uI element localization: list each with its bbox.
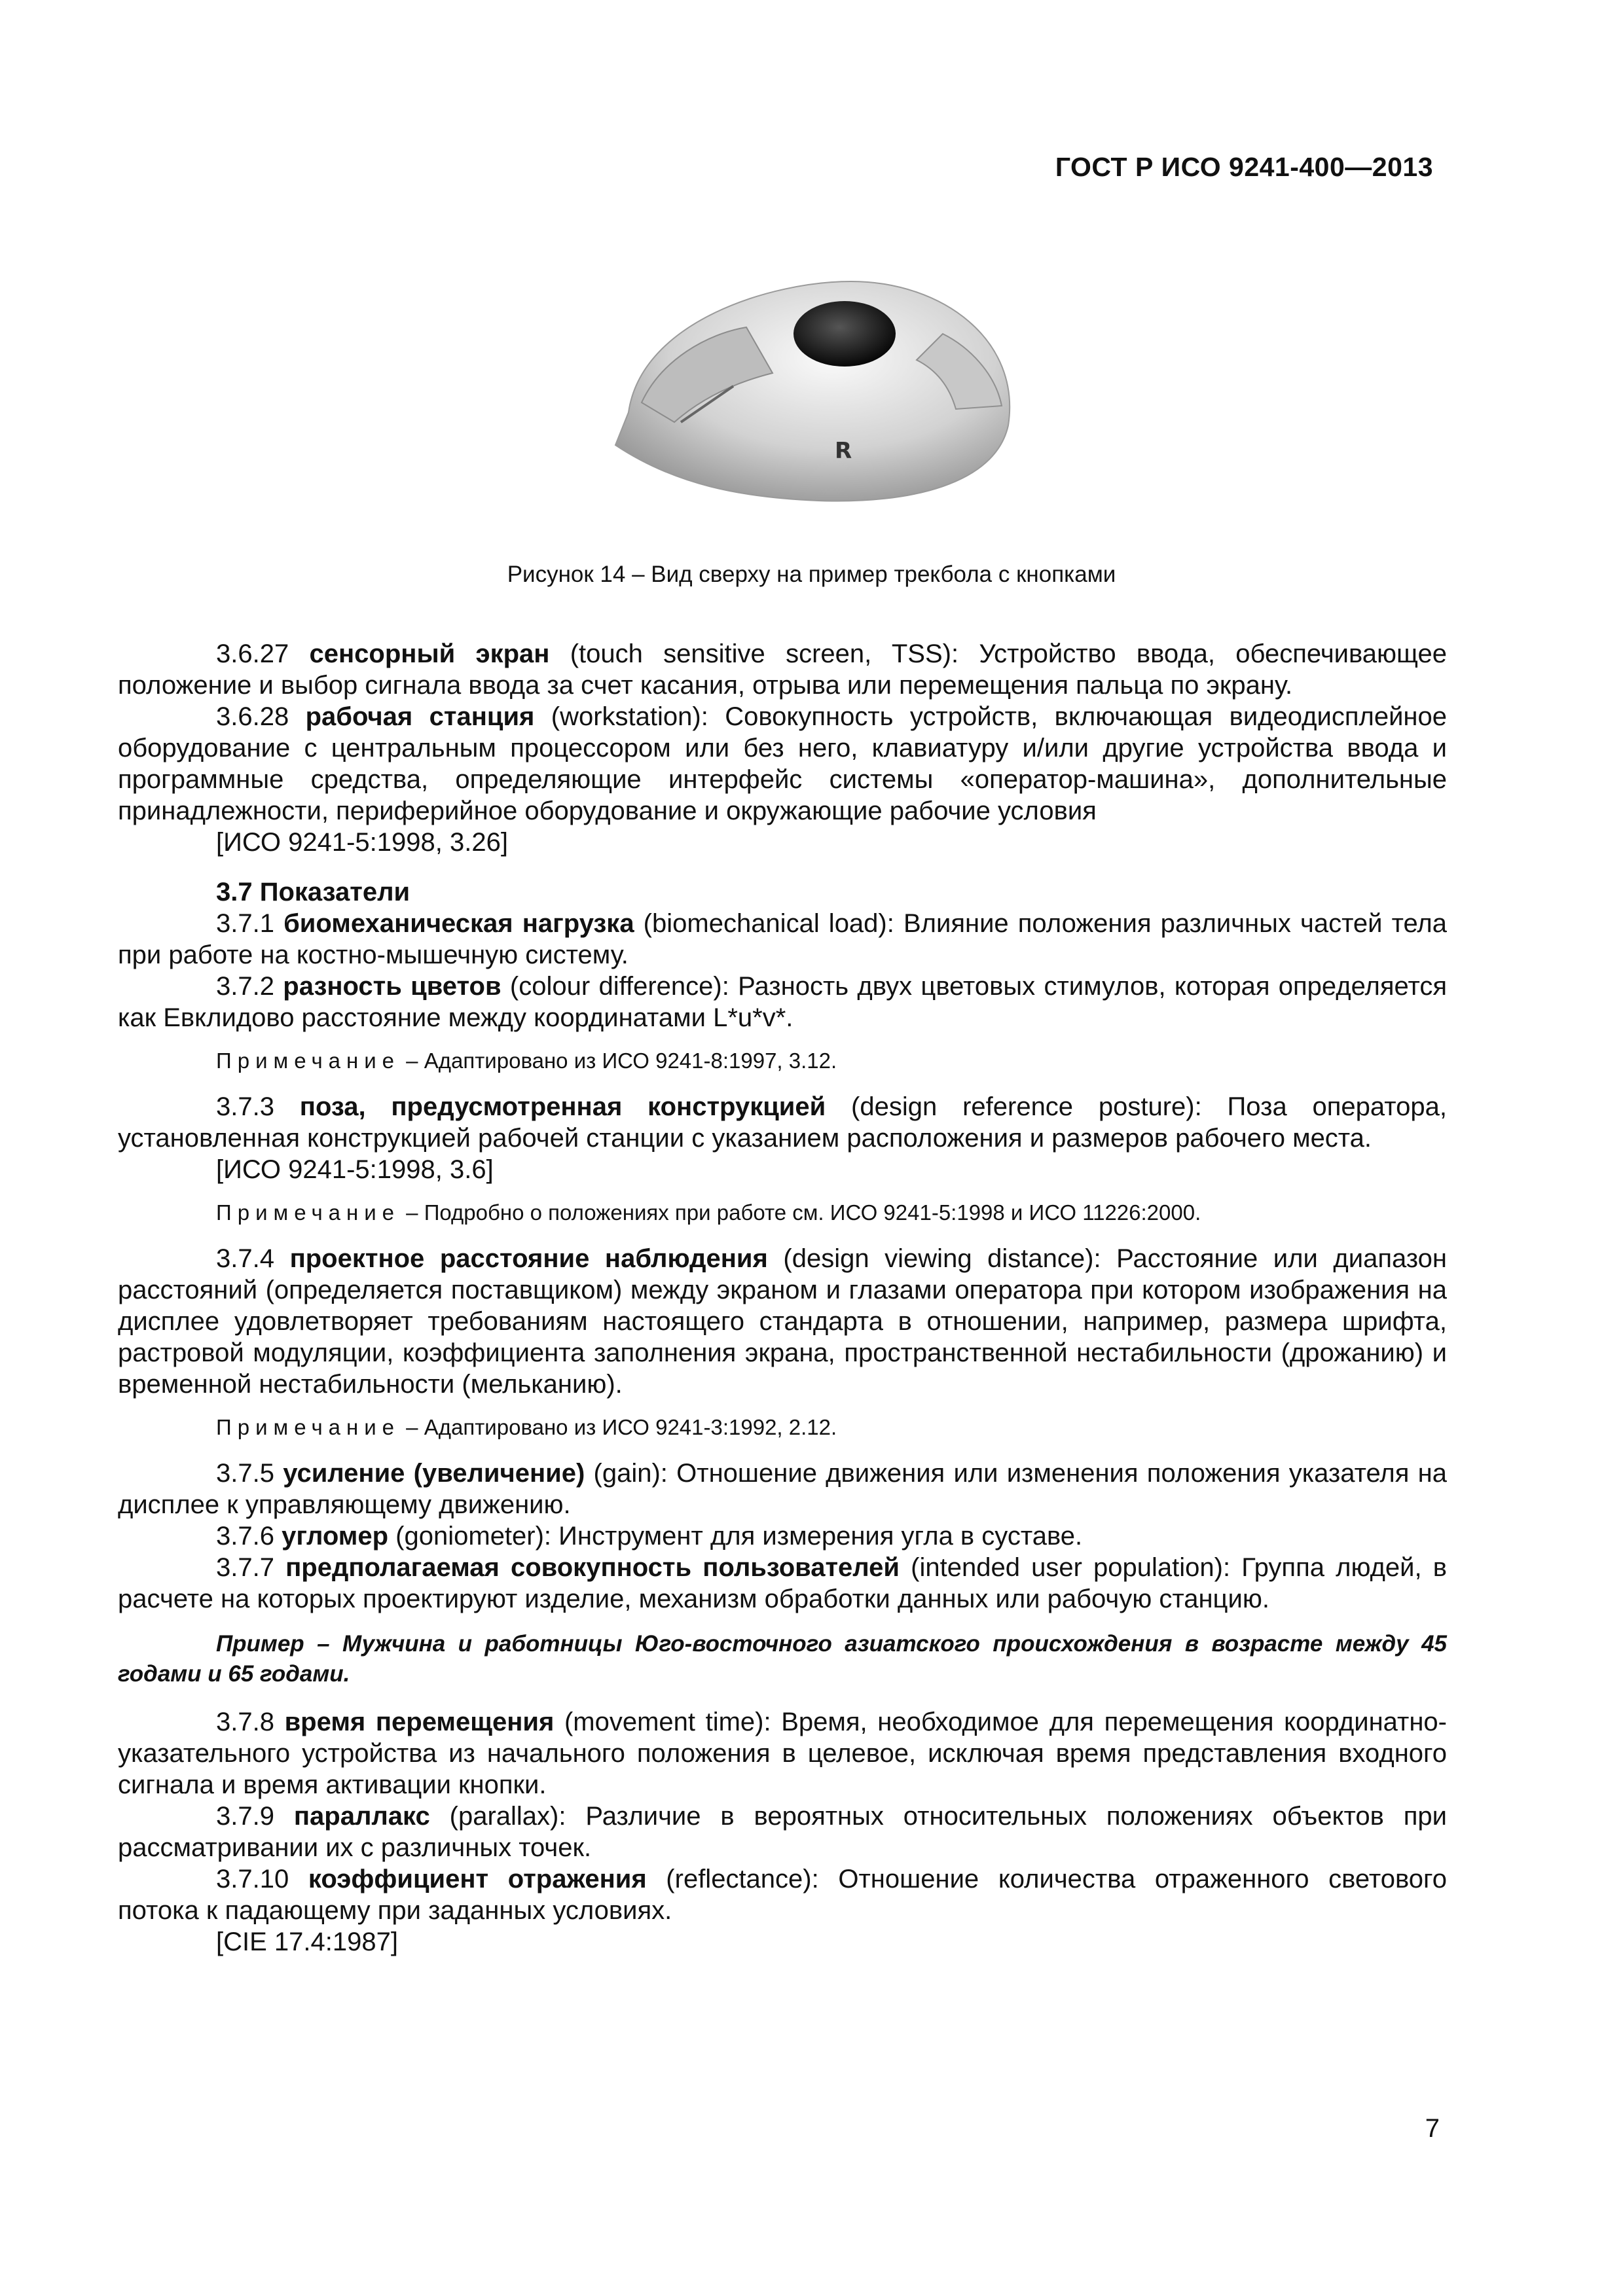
term-3-7-10: 3.7.10 коэффициент отражения (reflectance): Отношение количества отраженного светового потока к падающему при заданных условиях. xyxy=(118,1865,1447,1925)
button-letter-r: R xyxy=(835,438,852,464)
term-title: сенсорный экран xyxy=(309,639,550,668)
trackball-ball xyxy=(793,301,896,367)
term-3-7-3: 3.7.3 поза, предусмотренная конструкцией (design reference posture): Поза оператора, установленная конструкцией рабочей станции с указанием расположения и размеров рабочего места. xyxy=(118,1092,1447,1153)
section-heading: 3.7 Показатели xyxy=(216,878,410,906)
term-3-7-7: 3.7.7 предполагаемая совокупность пользователей (intended user population): Группа людей, в расчете на которых проектируют изделие, механизм обработки данных или рабочую станцию. xyxy=(118,1553,1447,1613)
term-title: усиление (увеличение) xyxy=(283,1459,585,1488)
figure-caption: Рисунок 14 – Вид сверху на пример трекбола с кнопками xyxy=(507,562,1116,587)
term-3-6-27: 3.6.27 сенсорный экран (touch sensitive screen, TSS): Устройство ввода, обеспечивающее положение и выбор сигнала ввода за счет касания, отрыва или перемещения пальца по экрану. xyxy=(118,639,1447,700)
term-title: рабочая станция xyxy=(305,702,535,731)
term-title: время перемещения xyxy=(284,1708,555,1736)
term-3-7-5: 3.7.5 усиление (увеличение) (gain): Отношение движения или изменения положения указателя на дисплее к управляющему движению. xyxy=(118,1459,1447,1519)
term-3-7-8: 3.7.8 время перемещения (movement time): Время, необходимое для перемещения координатно-указательного устройства из начального положения в целевое, исключая время представления входного сигнала и время активации кнопки. xyxy=(118,1708,1447,1799)
term-title: параллакс xyxy=(293,1802,430,1831)
term-3-7-2: 3.7.2 разность цветов (colour difference): Разность двух цветовых стимулов, которая определяется как Евклидово расстояние между координатами L*u*v*. xyxy=(118,972,1448,1032)
term-title: проектное расстояние наблюдения xyxy=(289,1244,768,1273)
document-header: ГОСТ Р ИСО 9241-400—2013 xyxy=(1055,152,1433,182)
term-3-6-28: 3.6.28 рабочая станция (workstation): Совокупность устройств, включающая видеодисплейное оборудование с центральным процессором или без него, клавиатуру и/или другие устройства ввода и программные средства, определяющие интерфейс системы «оператор-машина», дополнительные принадлежности, периферийное оборудование и окружающие рабочие условия xyxy=(118,702,1447,825)
term-title: биомеханическая нагрузка xyxy=(283,909,634,938)
reference: [ИСО 9241-5:1998, 3.6] xyxy=(216,1155,494,1184)
term-title: поза, предусмотренная конструкцией xyxy=(299,1092,826,1121)
reference: [CIE 17.4:1987] xyxy=(216,1928,398,1956)
term-title: разность цветов xyxy=(283,972,501,1001)
example: Пример – Мужчина и работницы Юго-восточного азиатского происхождения в возрасте между 45 годами и 65 годами. xyxy=(118,1631,1447,1687)
term-3-7-6: 3.7.6 угломер (goniometer): Инструмент для измерения угла в суставе. xyxy=(216,1522,1083,1551)
note: Примечание – Адаптировано из ИСО 9241-8:1997, 3.12. xyxy=(216,1049,837,1073)
term-3-7-4: 3.7.4 проектное расстояние наблюдения (design viewing distance): Расстояние или диапазон расстояний (определяется поставщиком) между экраном и глазами оператора при котором изображения на дисплее удовлетворяет требованиям настоящего стандарта в отношении, например, размера шрифта, растровой модуляции, коэффициента заполнения экрана, пространственной нестабильности (дрожанию) и временной нестабильности (мельканию). xyxy=(118,1244,1447,1399)
reference: [ИСО 9241-5:1998, 3.26] xyxy=(216,828,508,857)
term-title: предполагаемая совокупность пользователей xyxy=(285,1553,900,1582)
term-title: коэффициент отражения xyxy=(308,1865,647,1893)
note: Примечание – Адаптировано из ИСО 9241-3:1992, 2.12. xyxy=(216,1415,837,1439)
page-number: 7 xyxy=(1425,2114,1440,2143)
document-body xyxy=(118,638,1447,1958)
term-3-7-1: 3.7.1 биомеханическая нагрузка (biomechanical load): Влияние положения различных частей тела при работе на костно-мышечную систему. xyxy=(118,909,1448,969)
term-3-7-9: 3.7.9 параллакс (parallax): Различие в вероятных относительных положениях объектов при рассматривании их с различных точек. xyxy=(118,1802,1447,1862)
note: Примечание – Подробно о положениях при работе см. ИСО 9241-5:1998 и ИСО 11226:2000. xyxy=(216,1200,1201,1225)
term-title: угломер xyxy=(282,1522,389,1551)
trackball-figure xyxy=(602,262,1034,524)
